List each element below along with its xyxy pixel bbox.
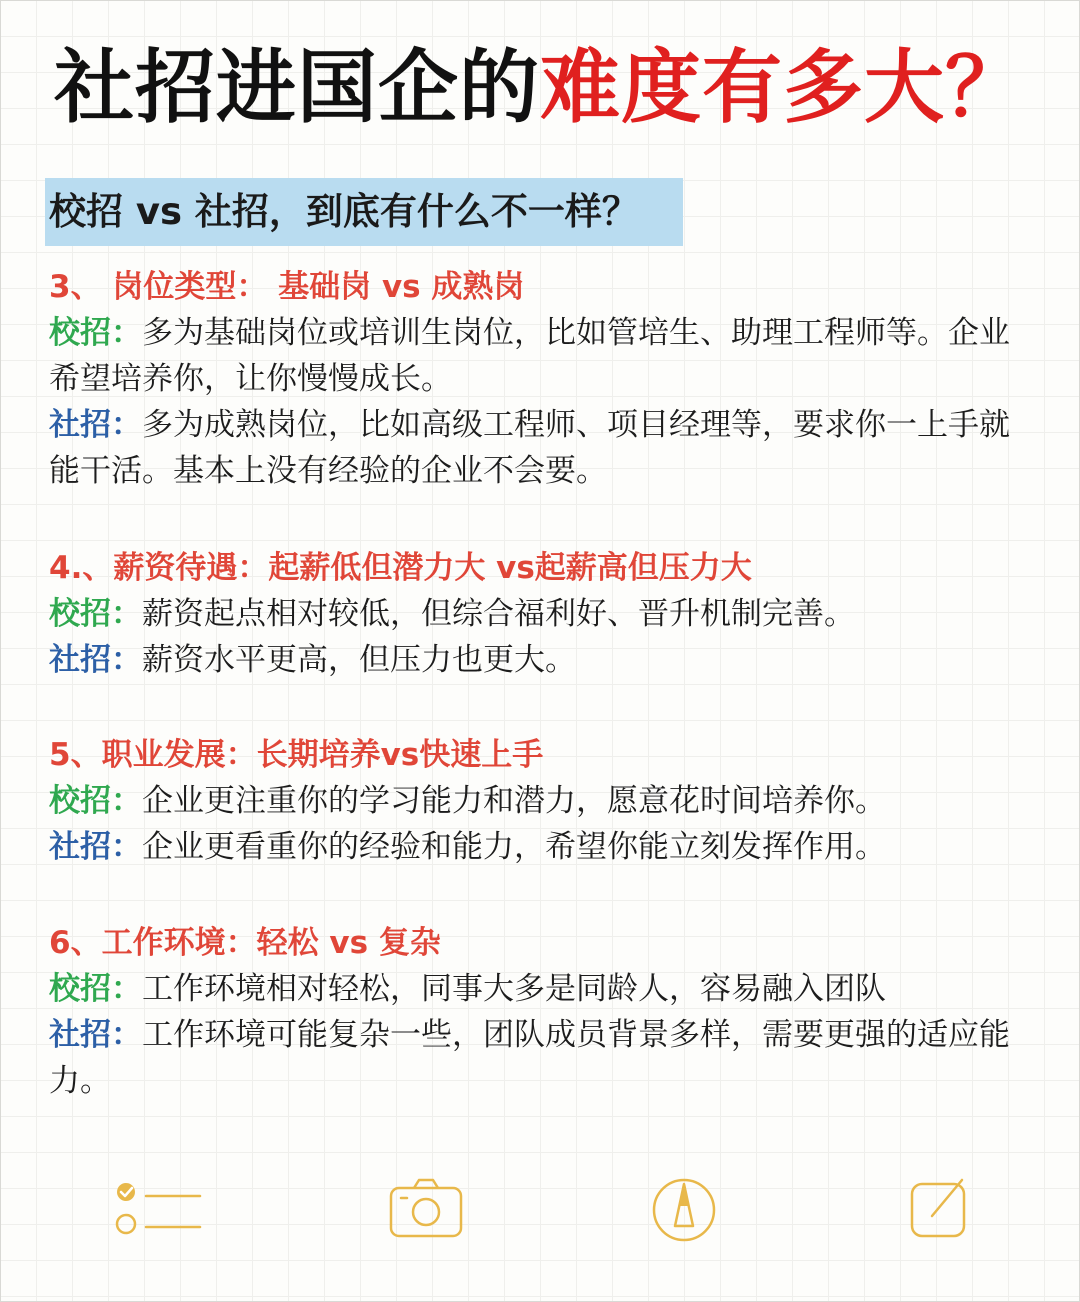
section-salary <box>49 545 1039 683</box>
school-label: 校招： <box>49 315 142 351</box>
school-label: 校招： <box>49 971 142 1007</box>
section-career <box>49 732 1039 870</box>
title-red-part: 难度有多大？ <box>540 41 1026 134</box>
social-paragraph <box>49 402 1039 494</box>
camera-icon[interactable] <box>382 1170 472 1250</box>
school-label: 校招： <box>49 596 142 632</box>
social-label: 社招： <box>49 407 142 443</box>
social-text: 多为成熟岗位，比如高级工程师、项目经理等，要求你一上手就能干活。基本上没有经验的企业不会要。 <box>49 407 1010 489</box>
social-text: 工作环境可能复杂一些，团队成员背景多样，需要更强的适应能力。 <box>49 1017 1010 1099</box>
social-paragraph <box>49 1012 1039 1104</box>
school-text: 企业更注重你的学习能力和潜力，愿意花时间培养你。 <box>142 783 886 819</box>
checklist-icon[interactable] <box>110 1170 200 1250</box>
school-text: 工作环境相对轻松，同事大多是同龄人，容易融入团队 <box>142 971 886 1007</box>
title-black-part: 社招进国企的 <box>54 41 540 134</box>
social-text: 企业更看重你的经验和能力，希望你能立刻发挥作用。 <box>142 829 886 865</box>
social-text: 薪资水平更高，但压力也更大。 <box>142 642 576 678</box>
section-environment <box>49 920 1039 1104</box>
section-job-type <box>49 264 1039 494</box>
social-paragraph <box>49 637 1039 683</box>
school-label: 校招： <box>49 783 142 819</box>
section-heading: 5、职业发展：长期培养vs快速上手 <box>49 737 544 773</box>
school-text: 多为基础岗位或培训生岗位，比如管培生、助理工程师等。企业希望培养你，让你慢慢成长。 <box>49 315 1010 397</box>
school-paragraph <box>49 778 1039 824</box>
school-paragraph <box>49 591 1039 637</box>
bottom-toolbar <box>0 1170 1080 1250</box>
page-title <box>0 38 1080 138</box>
school-text: 薪资起点相对较低，但综合福利好、晋升机制完善。 <box>142 596 855 632</box>
section-heading: 4.、薪资待遇：起薪低但潜力大 vs起薪高但压力大 <box>49 550 752 586</box>
social-label: 社招： <box>49 829 142 865</box>
compass-icon[interactable] <box>640 1170 730 1250</box>
school-paragraph <box>49 310 1039 402</box>
social-paragraph <box>49 824 1039 870</box>
edit-icon[interactable] <box>896 1170 986 1250</box>
school-paragraph <box>49 966 1039 1012</box>
subtitle-banner: 校招 vs 社招，到底有什么不一样？ <box>45 178 683 246</box>
section-heading: 3、 岗位类型： 基础岗 vs 成熟岗 <box>49 269 525 305</box>
social-label: 社招： <box>49 642 142 678</box>
social-label: 社招： <box>49 1017 142 1053</box>
section-heading: 6、工作环境：轻松 vs 复杂 <box>49 925 441 961</box>
